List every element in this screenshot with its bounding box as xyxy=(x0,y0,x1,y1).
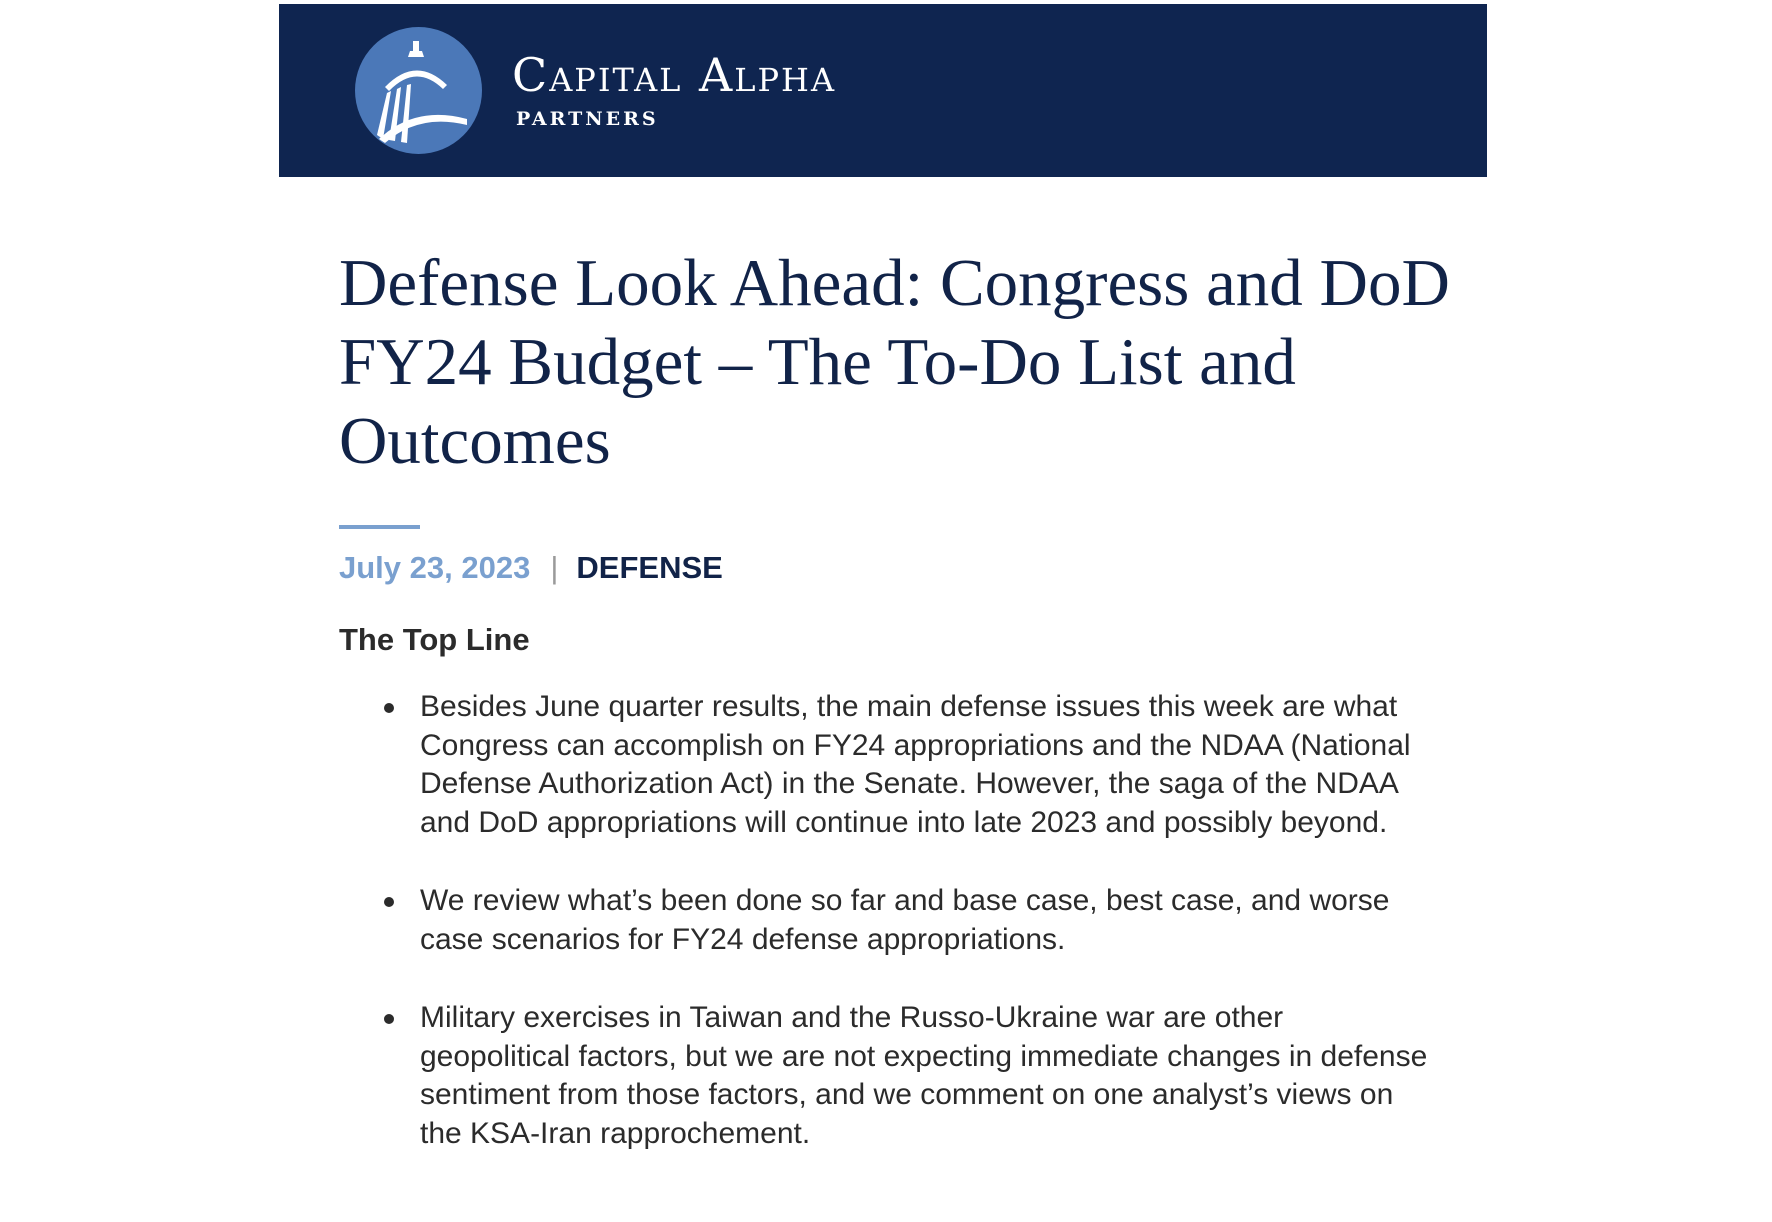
list-item xyxy=(339,882,1439,959)
bullet-text: Besides June quarter results, the main defense issues this week are what Congress can accomplish on FY24 appropriations and the NDAA (National Defense Authorization Act) in the Senate. However, the saga of the NDAA and DoD appropriations will continue into late 2023 and possibly beyond. xyxy=(420,690,1411,839)
title-divider xyxy=(339,525,420,529)
list-item xyxy=(339,999,1439,1153)
bullet-text: Military exercises in Taiwan and the Russo-Ukraine war are other geopolitical factors, but we are not expecting immediate changes in defense sentiment from those factors, and we comment on one analyst’s views on the KSA-Iran rapprochement. xyxy=(420,1001,1428,1150)
header-banner xyxy=(279,4,1487,177)
publish-date: July 23, 2023 xyxy=(339,550,531,585)
summary-bullet-list xyxy=(339,688,1439,1193)
bullet-icon xyxy=(384,897,394,907)
article-title: Defense Look Ahead: Congress and DoD FY24 Budget – The To-Do List and Outcomes xyxy=(339,246,1450,478)
bullet-icon xyxy=(384,703,394,713)
brand-subtitle: PARTNERS xyxy=(516,108,659,130)
capitol-dome-logo-icon xyxy=(355,27,482,154)
brand-name: Capital Alpha xyxy=(512,48,837,102)
meta-separator: | xyxy=(550,550,559,585)
bullet-text: We review what’s been done so far and base case, best case, and worse case scenarios for FY24 defense appropriations. xyxy=(420,884,1390,956)
section-heading: The Top Line xyxy=(339,622,530,657)
bullet-icon xyxy=(384,1014,394,1024)
list-item xyxy=(339,688,1439,842)
article-meta xyxy=(339,548,723,588)
category-label[interactable]: DEFENSE xyxy=(576,550,723,585)
